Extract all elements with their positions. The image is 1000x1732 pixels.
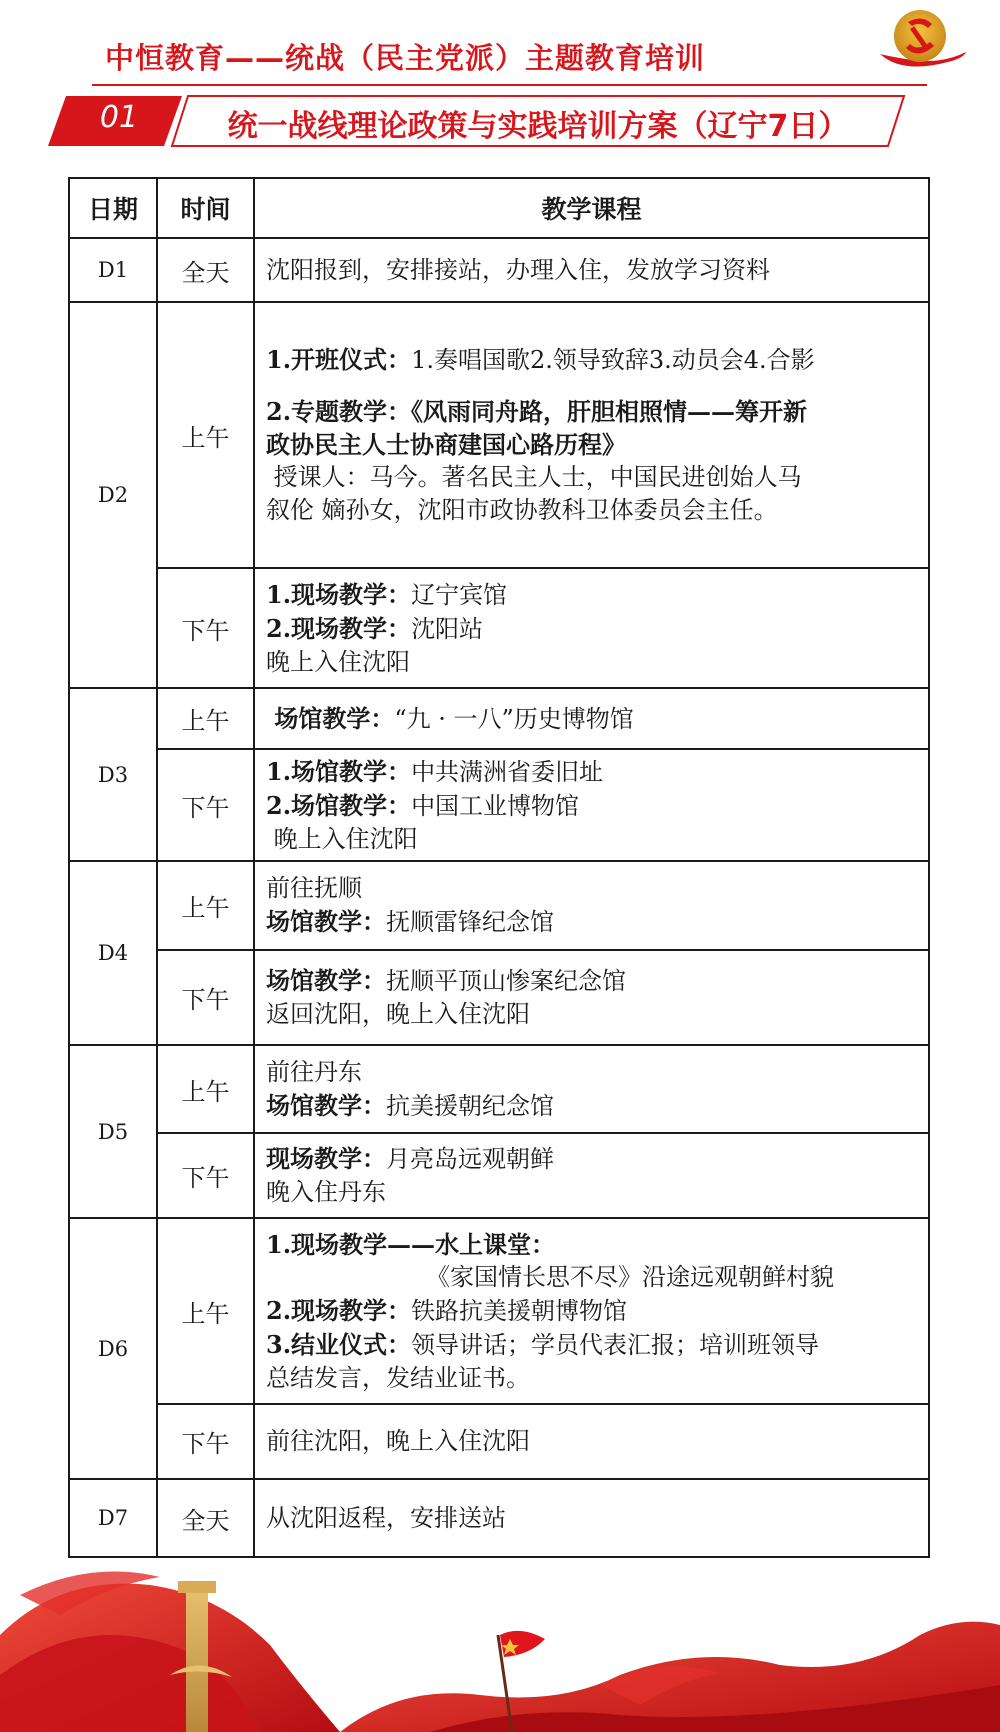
- content-text: 领导讲话；学员代表汇报；培训班领导: [411, 1330, 820, 1359]
- content-cell: [254, 1479, 929, 1557]
- table-row: [69, 1404, 929, 1479]
- content-text: 中共满洲省委旧址: [411, 757, 604, 786]
- day-cell: D3: [69, 688, 157, 861]
- table-row: [69, 568, 929, 688]
- content-line: 晚入住丹东: [266, 1178, 386, 1206]
- table-row: [69, 688, 929, 749]
- table-header-row: [69, 178, 929, 238]
- content-label: 3.结业仪式：: [266, 1329, 412, 1359]
- header-time: 时间: [157, 178, 254, 238]
- day-cell: D1: [69, 238, 157, 302]
- table-row: [69, 1479, 929, 1557]
- content-cell: [254, 1133, 929, 1218]
- schedule-table: [68, 177, 930, 1558]
- content-text: 抚顺平顶山惨案纪念馆: [386, 967, 626, 995]
- time-cell: 上午: [157, 302, 254, 568]
- content-label: 2.场馆教学：: [266, 790, 412, 820]
- content-cell: [254, 1218, 929, 1404]
- content-text: 辽宁宾馆: [411, 580, 508, 609]
- time-cell: 下午: [157, 1133, 254, 1218]
- header-divider: [92, 84, 927, 86]
- content-cell: [254, 861, 929, 950]
- table-row: [69, 749, 929, 861]
- content-label: 场馆教学：: [266, 1090, 386, 1120]
- content-line: 授课人：马今。著名民主人士，中国民进创始人马: [266, 463, 802, 491]
- content-text: “九 · 一八”历史博物馆: [394, 704, 634, 733]
- time-cell: 下午: [157, 749, 254, 861]
- content-text: 抗美援朝纪念馆: [386, 1091, 554, 1120]
- day-cell: D6: [69, 1218, 157, 1479]
- time-cell: 全天: [157, 238, 254, 302]
- content-text: 中国工业博物馆: [411, 791, 580, 820]
- content-line: 前往抚顺: [266, 874, 362, 902]
- day-cell: D2: [69, 302, 157, 688]
- content-label: 场馆教学：: [266, 966, 386, 995]
- content-text: 抚顺雷锋纪念馆: [386, 908, 554, 936]
- table-row: [69, 238, 929, 302]
- content-line: 1.现场教学——水上课堂：: [266, 1229, 556, 1259]
- header-title: 中恒教育——统战（民主党派）主题教育培训: [105, 41, 706, 75]
- content-cell: [254, 1045, 929, 1133]
- table-row: [69, 1045, 929, 1133]
- content-line: 前往丹东: [266, 1057, 362, 1086]
- content-line: 总结发言，发结业证书。: [266, 1363, 530, 1392]
- content-line: 《家国情长思不尽》沿途远观朝鲜村貌: [426, 1262, 834, 1291]
- content-line: 从沈阳返程，安排送站: [266, 1503, 506, 1532]
- content-cell: [254, 688, 929, 749]
- party-emblem-icon: [872, 2, 968, 84]
- content-label: 场馆教学：: [266, 907, 386, 936]
- time-cell: 下午: [157, 568, 254, 688]
- day-cell: D4: [69, 861, 157, 1045]
- time-cell: 全天: [157, 1479, 254, 1557]
- content-cell: [254, 302, 929, 568]
- red-flag-banner-decoration: [0, 1555, 1000, 1732]
- content-line: 2.专题教学：《风雨同舟路，肝胆相照情——筹开新: [266, 397, 808, 426]
- content-line: 沈阳报到，安排接站，办理入住，发放学习资料: [266, 255, 770, 284]
- time-cell: 上午: [157, 688, 254, 749]
- content-text: 铁路抗美援朝博物馆: [411, 1296, 628, 1325]
- content-label: 2.现场教学：: [266, 1295, 412, 1325]
- section-banner: [48, 92, 908, 150]
- content-cell: [254, 1404, 929, 1479]
- content-label: 1.现场教学：: [266, 579, 412, 609]
- content-label: 现场教学：: [266, 1144, 386, 1173]
- content-text: 沈阳站: [411, 614, 484, 643]
- day-cell: D5: [69, 1045, 157, 1218]
- table-row: [69, 861, 929, 950]
- time-cell: 下午: [157, 950, 254, 1045]
- section-title: 统一战线理论政策与实践培训方案（辽宁7日）: [227, 109, 849, 144]
- content-label: 2.现场教学：: [266, 613, 412, 643]
- content-label: 1.场馆教学：: [266, 756, 412, 786]
- time-cell: 上午: [157, 861, 254, 950]
- table-row: [69, 302, 929, 568]
- header-content: 教学课程: [254, 178, 929, 238]
- section-number: 01: [99, 100, 139, 135]
- content-line: 叙伦 嫡孙女，沈阳市政协教科卫体委员会主任。: [266, 496, 778, 524]
- content-line: 晚上入住沈阳: [266, 647, 410, 676]
- content-text: 1.奏唱国歌2.领导致辞3.动员会4.合影: [411, 346, 815, 374]
- content-label: 场馆教学：: [266, 703, 395, 733]
- day-cell: D7: [69, 1479, 157, 1557]
- content-line: 前往沈阳，晚上入住沈阳: [266, 1427, 530, 1455]
- content-label: 1.开班仪式：: [266, 345, 412, 374]
- content-text: 月亮岛远观朝鲜: [386, 1145, 554, 1173]
- header-day: 日期: [69, 178, 157, 238]
- table-row: [69, 1133, 929, 1218]
- table-row: [69, 950, 929, 1045]
- time-cell: 上午: [157, 1218, 254, 1404]
- time-cell: 下午: [157, 1404, 254, 1479]
- table-row: [69, 1218, 929, 1404]
- content-cell: [254, 568, 929, 688]
- content-cell: [254, 950, 929, 1045]
- content-line: 晚上入住沈阳: [266, 824, 418, 853]
- time-cell: 上午: [157, 1045, 254, 1133]
- content-cell: [254, 238, 929, 302]
- content-cell: [254, 749, 929, 861]
- content-line: 政协民主人士协商建国心路历程》: [266, 430, 626, 459]
- content-line: 返回沈阳，晚上入住沈阳: [266, 1000, 530, 1028]
